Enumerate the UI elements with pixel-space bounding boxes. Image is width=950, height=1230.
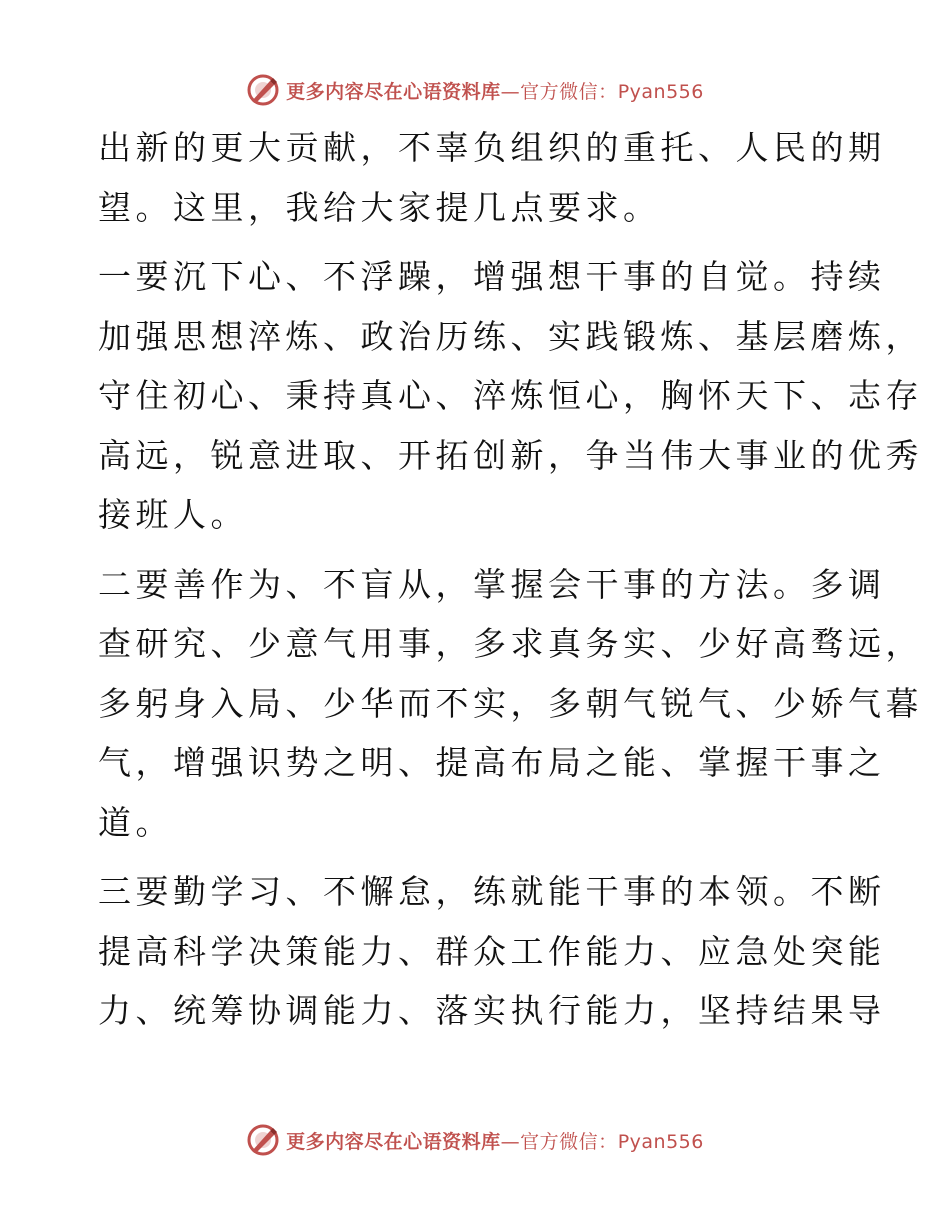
- footer-contact-id: Pyan556: [617, 1130, 704, 1153]
- text-line: 接班人。: [98, 495, 248, 534]
- footer-contact-label: 官方微信：: [520, 1130, 618, 1153]
- footer-separator: —: [500, 1130, 521, 1153]
- text-line: 高远，锐意进取、开拓创新，争当伟大事业的优秀: [98, 435, 923, 475]
- header-watermark: [0, 70, 950, 110]
- text-line: 三要勤学习、不懈怠，练就能干事的本领。不断: [98, 872, 886, 911]
- paragraph-1: [98, 118, 886, 237]
- header-contact-label: 官方微信：: [520, 80, 618, 103]
- text-line: 望。这里，我给大家提几点要求。: [98, 187, 661, 227]
- text-line: 查研究、少意气用事，多求真务实、少好高骛远，: [98, 624, 923, 663]
- text-line: 气，增强识势之明、提高布局之能、掌握干事之: [98, 743, 886, 782]
- text-line: 多躬身入局、少华而不实，多朝气锐气、少娇气暮: [98, 683, 923, 723]
- document-body: [98, 118, 923, 1041]
- text-line: 一要沉下心、不浮躁，增强想干事的自觉。持续: [98, 257, 886, 296]
- text-line: 提高科学决策能力、群众工作能力、应急处突能: [98, 931, 886, 971]
- text-line: 加强思想淬炼、政治历练、实践锻炼、基层磨炼，: [98, 316, 923, 356]
- footer-watermark-text: [286, 1127, 704, 1154]
- text-line: 力、统筹协调能力、落实执行能力，坚持结果导: [98, 991, 886, 1030]
- pen-logo-icon: [246, 1123, 280, 1157]
- text-line: 出新的更大贡献，不辜负组织的重托、人民的期: [98, 128, 886, 167]
- header-watermark-text: [286, 77, 704, 104]
- header-contact-id: Pyan556: [617, 80, 704, 103]
- paragraph-2: [98, 247, 923, 545]
- footer-watermark: [0, 1120, 950, 1160]
- text-line: 二要善作为、不盲从，掌握会干事的方法。多调: [98, 564, 886, 604]
- header-site-text: 更多内容尽在心语资料库: [286, 80, 501, 103]
- text-line: 守住初心、秉持真心、淬炼恒心，胸怀天下、志存: [98, 376, 923, 415]
- text-line: 道。: [98, 802, 173, 842]
- header-separator: —: [500, 80, 521, 103]
- paragraph-3: [98, 555, 923, 853]
- pen-logo-icon: [246, 73, 280, 107]
- footer-site-text: 更多内容尽在心语资料库: [286, 1130, 501, 1153]
- paragraph-4: [98, 862, 886, 1041]
